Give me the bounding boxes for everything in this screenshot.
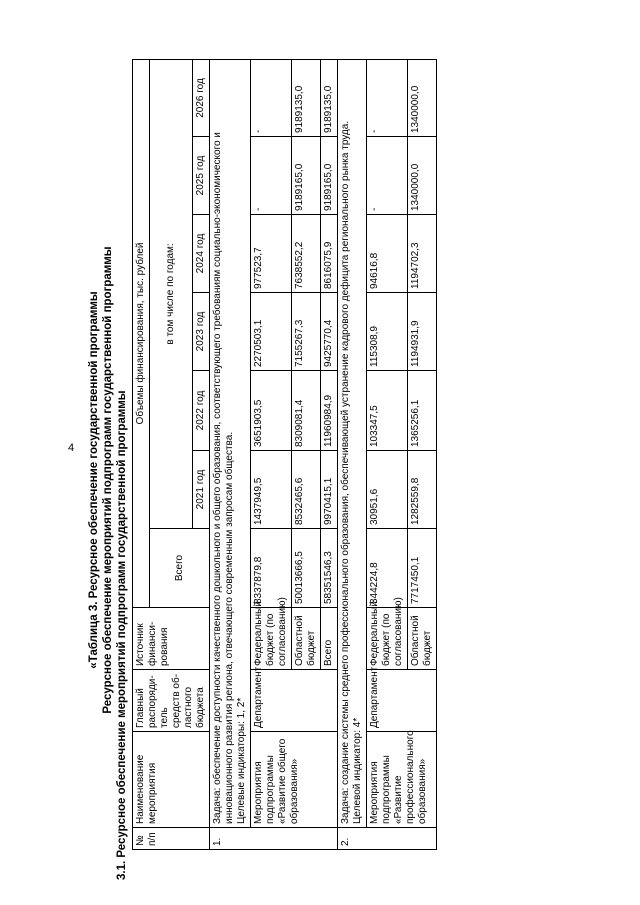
- value-cell: 344224,8: [367, 529, 408, 608]
- header-year: 2023 год: [193, 293, 210, 371]
- value-cell: 1437949,5: [251, 451, 292, 529]
- activity-name: Мероприятия подпрограммы «Развитие общего образования»: [251, 732, 338, 828]
- header-source: Источник финанси-рования: [133, 608, 210, 670]
- indicators-text: Целевой индикатор: 4*: [352, 717, 363, 824]
- value-cell: 115308,9: [367, 293, 408, 371]
- source-cell: Федеральный бюджет (по согласованию): [367, 608, 408, 670]
- source-cell: Областной бюджет: [292, 608, 321, 670]
- value-cell: 9189165,0: [292, 137, 321, 215]
- value-cell: -: [367, 137, 408, 215]
- header-num: № п/п: [133, 828, 210, 850]
- table-row: [338, 59, 367, 849]
- section-num: 1.: [210, 828, 338, 850]
- task-text: Задача: создание системы среднего профессионального образования, обеспечивающей устранение кадрового дефицита регионального рынка труда.: [340, 120, 351, 824]
- value-cell: 9970415,1: [321, 451, 338, 529]
- table-row: [210, 59, 251, 849]
- value-cell: 9189135,0: [321, 59, 338, 136]
- source-cell: Федеральный бюджет (по согласованию): [251, 608, 292, 670]
- value-cell: 1365256,1: [408, 371, 437, 451]
- value-cell: -: [251, 59, 292, 136]
- header-total: Всего: [150, 529, 210, 608]
- page-number: 4: [68, 442, 75, 454]
- value-cell: 8532465,6: [292, 451, 321, 529]
- header-year: 2026 год: [193, 59, 210, 136]
- value-cell: 7717450,1: [408, 529, 437, 608]
- value-cell: 8309081,4: [292, 371, 321, 451]
- value-cell: 2270503,1: [251, 293, 292, 371]
- value-cell: 1194931,9: [408, 293, 437, 371]
- value-cell: 50013666,5: [292, 529, 321, 608]
- value-cell: -: [251, 137, 292, 215]
- value-cell: 3651903,5: [251, 371, 292, 451]
- value-cell: 977523,7: [251, 215, 292, 293]
- table-row: [251, 59, 292, 849]
- value-cell: 58351546,3: [321, 529, 338, 608]
- value-cell: 8337879,8: [251, 529, 292, 608]
- value-cell: 94616,8: [367, 215, 408, 293]
- source-cell: Всего: [321, 608, 338, 670]
- task-cell: [338, 59, 367, 827]
- value-cell: 30951,6: [367, 451, 408, 529]
- header-year: 2022 год: [193, 371, 210, 451]
- header-volumes: Объемы финансирования, тыс. рублей: [133, 59, 150, 607]
- value-cell: 1282559,8: [408, 451, 437, 529]
- admin-name: Департамент: [367, 670, 437, 732]
- header-by-year: в том числе по годам:: [150, 59, 193, 528]
- value-cell: 7155267,3: [292, 293, 321, 371]
- value-cell: -: [367, 59, 408, 136]
- value-cell: 9189165,0: [321, 137, 338, 215]
- source-cell: Областной бюджет: [408, 608, 437, 670]
- indicators-text: Целевые индикаторы: 1, 2*: [236, 697, 247, 824]
- section-title: 3.1. Ресурсное обеспечение мероприятий подпрограмм государственной программы: [116, 390, 128, 880]
- value-cell: 1340000,0: [408, 137, 437, 215]
- table-row: [367, 59, 408, 849]
- value-cell: 11960984,9: [321, 371, 338, 451]
- value-cell: 1340000,0: [408, 59, 437, 136]
- table-title: «Таблица 3. Ресурсное обеспечение государственной программы: [88, 291, 100, 669]
- admin-name: Департамент: [251, 670, 338, 732]
- value-cell: 7638552,2: [292, 215, 321, 293]
- header-admin: Главный распоряди-тель средств об-ластного бюджета: [133, 670, 210, 732]
- header-name: Наименование мероприятия: [133, 732, 210, 828]
- header-year: 2021 год: [193, 451, 210, 529]
- value-cell: 103347,5: [367, 371, 408, 451]
- task-text: Задача: обеспечение доступности качественного дошкольного и общего образования, соответствующего требованиям социально-экономического и инновационного развития региона, отвечающего современным запросам общества.: [212, 132, 235, 824]
- header-year: 2025 год: [193, 137, 210, 215]
- resource-table: [132, 59, 437, 850]
- value-cell: 1194702,3: [408, 215, 437, 293]
- value-cell: 9189135,0: [292, 59, 321, 136]
- section-num: 2.: [338, 828, 437, 850]
- table-subtitle: Ресурсное обеспечение мероприятий подпрограмм государственной программы: [102, 246, 114, 714]
- task-cell: [210, 59, 251, 827]
- header-year: 2024 год: [193, 215, 210, 293]
- activity-name: Мероприятия подпрограммы «Развитие профессионального образования»: [367, 732, 437, 828]
- value-cell: 8616075,9: [321, 215, 338, 293]
- value-cell: 9425770,4: [321, 293, 338, 371]
- rotated-page: [80, 40, 600, 880]
